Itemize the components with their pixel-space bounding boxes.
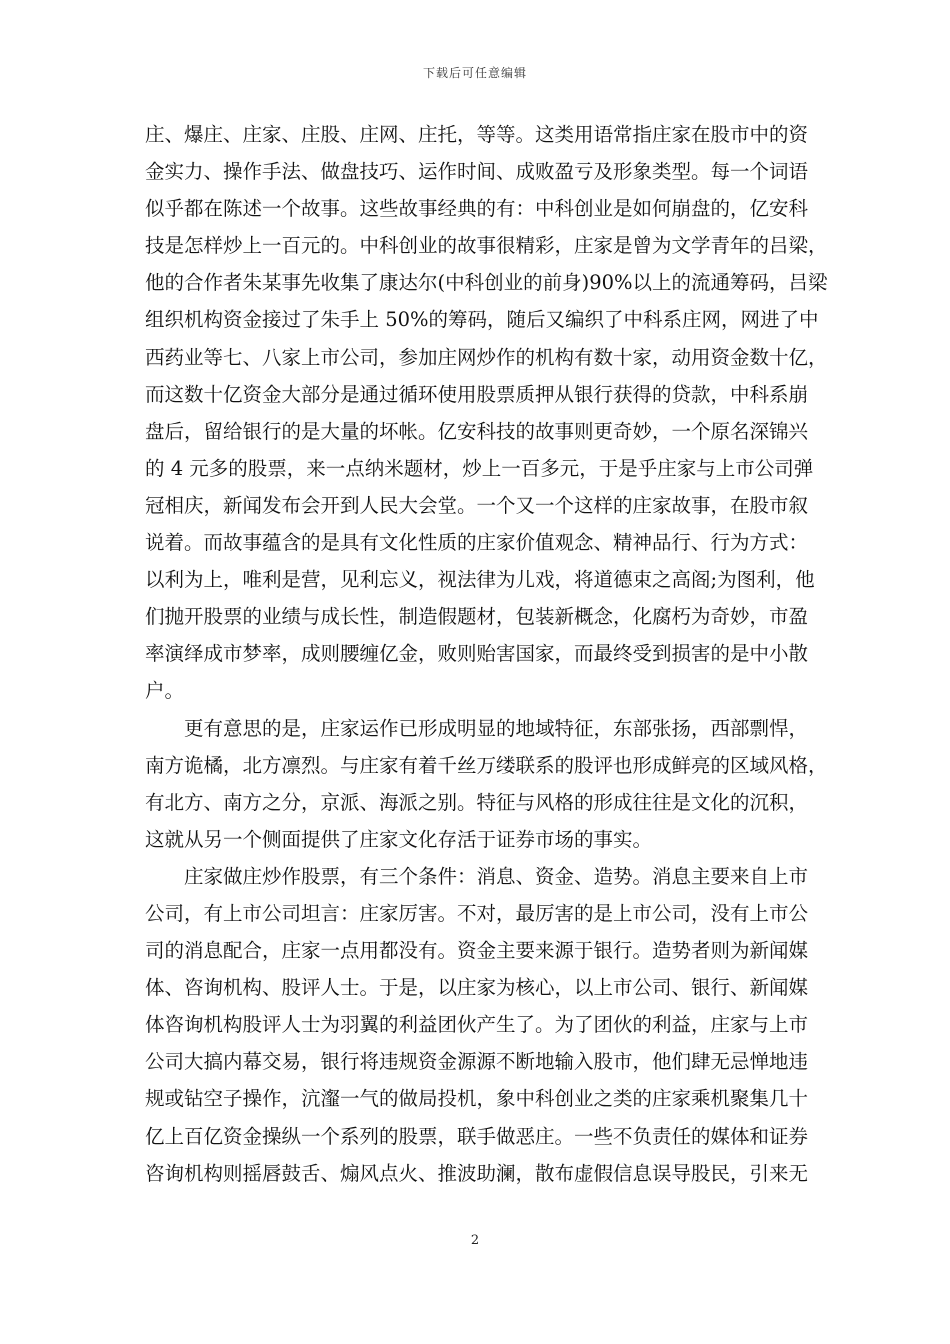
page-header: 下载后可任意编辑 [422, 66, 527, 80]
text-line: 而这数十亿资金大部分是通过循环使用股票质押从银行获得的贷款，中科系崩 [145, 382, 809, 406]
text-line: 说着。而故事蕴含的是具有文化性质的庄家价值观念、精神品行、行为方式： [145, 531, 809, 555]
text-line: 率演绎成市梦率，成则腰缠亿金，败则贻害国家，而最终受到损害的是中小散 [145, 642, 809, 666]
page-number: 2 [470, 1233, 480, 1248]
text-line: 西药业等七、八家上市公司，参加庄网炒作的机构有数十家，动用资金数十亿， [145, 345, 828, 369]
text-line: 南方诡橘，北方凛烈。与庄家有着千丝万缕联系的股评也形成鲜亮的区域风格， [145, 753, 828, 777]
text-line: 庄家做庄炒作股票，有三个条件：消息、资金、造势。消息主要来自上市 [184, 864, 809, 888]
text-line: 户。 [145, 679, 185, 703]
text-line: 公司，有上市公司坦言：庄家厉害。不对，最厉害的是上市公司，没有上市公 [145, 901, 809, 925]
text-line: 他的合作者朱某事先收集了康达尔(中科创业的前身)90%以上的流通筹码，吕梁 [145, 271, 828, 295]
text-line: 亿上百亿资金操纵一个系列的股票，联手做恶庄。一些不负责任的媒体和证券 [145, 1124, 809, 1148]
text-line: 盘后，留给银行的是大量的坏帐。亿安科技的故事则更奇妙，一个原名深锦兴 [145, 419, 809, 443]
text-line: 规或钻空子操作，沆瀣一气的做局投机，象中科创业之类的庄家乘机聚集几十 [145, 1087, 809, 1111]
text-line: 们抛开股票的业绩与成长性，制造假题材，包装新概念，化腐朽为奇妙，市盈 [145, 605, 809, 629]
text-line: 咨询机构则摇唇鼓舌、煽风点火、推波助澜，散布虚假信息误导股民，引来无 [145, 1161, 809, 1185]
text-line: 这就从另一个侧面提供了庄家文化存活于证券市场的事实。 [145, 827, 653, 851]
paragraph [145, 116, 828, 710]
document-body [145, 116, 828, 1192]
text-line: 技是怎样炒上一百元的。中科创业的故事很精彩，庄家是曾为文学青年的吕梁， [145, 234, 828, 258]
text-line: 以利为上，唯利是营，见利忘义，视法律为儿戏，将道德束之高阁;为图利，他 [145, 568, 815, 592]
paragraph [145, 710, 828, 858]
text-line: 公司大搞内幕交易，银行将违规资金源源不断地输入股市，他们肆无忌惮地违 [145, 1050, 809, 1074]
text-line: 组织机构资金接过了朱手上 50%的筹码，随后又编织了中科系庄网，网进了中 [145, 308, 819, 332]
text-line: 似乎都在陈述一个故事。这些故事经典的有：中科创业是如何崩盘的，亿安科 [145, 197, 809, 221]
text-line: 体咨询机构股评人士为羽翼的利益团伙产生了。为了团伙的利益，庄家与上市 [145, 1013, 809, 1037]
text-line: 有北方、南方之分，京派、海派之别。特征与风格的形成往往是文化的沉积， [145, 790, 809, 814]
text-line: 司的消息配合，庄家一点用都没有。资金主要来源于银行。造势者则为新闻媒 [145, 939, 809, 963]
text-line: 体、咨询机构、股评人士。于是，以庄家为核心，以上市公司、银行、新闻媒 [145, 976, 809, 1000]
text-line: 金实力、操作手法、做盘技巧、运作时间、成败盈亏及形象类型。每一个词语 [145, 160, 809, 184]
text-line: 冠相庆，新闻发布会开到人民大会堂。一个又一个这样的庄家故事，在股市叙 [145, 493, 809, 517]
text-line: 庄、爆庄、庄家、庄股、庄网、庄托，等等。这类用语常指庄家在股市中的资 [145, 123, 809, 146]
paragraph [145, 858, 809, 1192]
text-line: 更有意思的是，庄家运作已形成明显的地域特征，东部张扬，西部剽悍， [184, 716, 809, 740]
text-line: 的 4 元多的股票，来一点纳米题材，炒上一百多元，于是乎庄家与上市公司弹 [145, 456, 814, 480]
